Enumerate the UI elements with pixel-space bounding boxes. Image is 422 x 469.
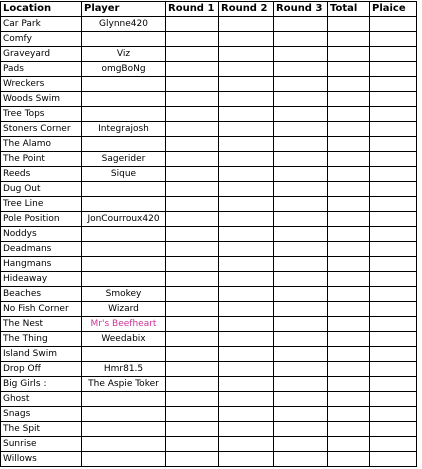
table-row — [1, 122, 417, 137]
player-cell — [82, 437, 166, 452]
header-player: Player — [82, 2, 166, 17]
round-2-cell — [219, 32, 274, 47]
round-2-cell — [219, 47, 274, 62]
round-2-cell — [219, 167, 274, 182]
round-1-cell — [166, 77, 219, 92]
table-row — [1, 407, 417, 422]
table-row — [1, 287, 417, 302]
round-3-cell — [274, 287, 328, 302]
round-3-cell — [274, 422, 328, 437]
plaice-cell — [370, 92, 417, 107]
total-cell — [328, 92, 370, 107]
round-1-cell — [166, 197, 219, 212]
total-cell — [328, 437, 370, 452]
player-cell: omgBoNg — [82, 62, 166, 77]
total-cell — [328, 302, 370, 317]
total-cell — [328, 422, 370, 437]
plaice-cell — [370, 227, 417, 242]
location-cell: Reeds — [1, 167, 82, 182]
plaice-cell — [370, 452, 417, 467]
plaice-cell — [370, 17, 417, 32]
total-cell — [328, 257, 370, 272]
plaice-cell — [370, 167, 417, 182]
table-row — [1, 347, 417, 362]
round-1-cell — [166, 62, 219, 77]
round-2-cell — [219, 212, 274, 227]
round-2-cell — [219, 407, 274, 422]
player-cell: JonCourroux420 — [82, 212, 166, 227]
location-cell: Ghost — [1, 392, 82, 407]
round-2-cell — [219, 122, 274, 137]
location-cell: Wreckers — [1, 77, 82, 92]
round-2-cell — [219, 332, 274, 347]
player-cell — [82, 77, 166, 92]
round-1-cell — [166, 137, 219, 152]
round-2-cell — [219, 242, 274, 257]
plaice-cell — [370, 182, 417, 197]
header-round-2: Round 2 — [219, 2, 274, 17]
plaice-cell — [370, 272, 417, 287]
location-cell: Hideaway — [1, 272, 82, 287]
plaice-cell — [370, 107, 417, 122]
total-cell — [328, 152, 370, 167]
location-cell: Beaches — [1, 287, 82, 302]
round-1-cell — [166, 212, 219, 227]
table-row — [1, 452, 417, 467]
player-cell — [82, 137, 166, 152]
total-cell — [328, 332, 370, 347]
round-3-cell — [274, 317, 328, 332]
round-1-cell — [166, 287, 219, 302]
table-row — [1, 152, 417, 167]
total-cell — [328, 272, 370, 287]
table-row — [1, 332, 417, 347]
round-2-cell — [219, 137, 274, 152]
location-cell: Dug Out — [1, 182, 82, 197]
player-cell — [82, 182, 166, 197]
round-1-cell — [166, 152, 219, 167]
round-3-cell — [274, 17, 328, 32]
location-cell: Island Swim — [1, 347, 82, 362]
plaice-cell — [370, 317, 417, 332]
round-3-cell — [274, 197, 328, 212]
player-cell — [82, 407, 166, 422]
location-cell: Pads — [1, 62, 82, 77]
header-total: Total — [328, 2, 370, 17]
plaice-cell — [370, 62, 417, 77]
location-cell: Hangmans — [1, 257, 82, 272]
round-2-cell — [219, 347, 274, 362]
round-1-cell — [166, 257, 219, 272]
table-row — [1, 77, 417, 92]
player-cell — [82, 197, 166, 212]
table-row — [1, 92, 417, 107]
round-3-cell — [274, 302, 328, 317]
player-cell: Hmr81.5 — [82, 362, 166, 377]
table-row — [1, 47, 417, 62]
player-cell: Integrajosh — [82, 122, 166, 137]
plaice-cell — [370, 197, 417, 212]
player-cell — [82, 242, 166, 257]
round-3-cell — [274, 77, 328, 92]
round-3-cell — [274, 257, 328, 272]
plaice-cell — [370, 122, 417, 137]
table-row — [1, 212, 417, 227]
player-cell — [82, 107, 166, 122]
round-3-cell — [274, 47, 328, 62]
plaice-cell — [370, 242, 417, 257]
plaice-cell — [370, 407, 417, 422]
round-3-cell — [274, 437, 328, 452]
location-cell: Tree Line — [1, 197, 82, 212]
total-cell — [328, 122, 370, 137]
location-cell: Pole Position — [1, 212, 82, 227]
plaice-cell — [370, 137, 417, 152]
round-3-cell — [274, 392, 328, 407]
total-cell — [328, 287, 370, 302]
header-row — [1, 2, 417, 17]
round-1-cell — [166, 242, 219, 257]
plaice-cell — [370, 77, 417, 92]
round-1-cell — [166, 437, 219, 452]
table-row — [1, 32, 417, 47]
total-cell — [328, 107, 370, 122]
round-1-cell — [166, 377, 219, 392]
total-cell — [328, 242, 370, 257]
round-2-cell — [219, 152, 274, 167]
location-cell: Deadmans — [1, 242, 82, 257]
round-3-cell — [274, 347, 328, 362]
total-cell — [328, 62, 370, 77]
round-1-cell — [166, 392, 219, 407]
plaice-cell — [370, 332, 417, 347]
total-cell — [328, 77, 370, 92]
round-3-cell — [274, 182, 328, 197]
plaice-cell — [370, 302, 417, 317]
round-1-cell — [166, 17, 219, 32]
round-1-cell — [166, 167, 219, 182]
round-2-cell — [219, 422, 274, 437]
round-1-cell — [166, 302, 219, 317]
round-3-cell — [274, 107, 328, 122]
player-cell: Sagerider — [82, 152, 166, 167]
round-2-cell — [219, 92, 274, 107]
round-1-cell — [166, 452, 219, 467]
table-row — [1, 317, 417, 332]
player-cell: Wizard — [82, 302, 166, 317]
total-cell — [328, 362, 370, 377]
round-3-cell — [274, 122, 328, 137]
table-row — [1, 227, 417, 242]
plaice-cell — [370, 362, 417, 377]
round-3-cell — [274, 332, 328, 347]
round-3-cell — [274, 227, 328, 242]
round-2-cell — [219, 182, 274, 197]
player-cell — [82, 347, 166, 362]
total-cell — [328, 32, 370, 47]
table-row — [1, 167, 417, 182]
header-round-1: Round 1 — [166, 2, 219, 17]
round-3-cell — [274, 32, 328, 47]
plaice-cell — [370, 212, 417, 227]
location-cell: The Alamo — [1, 137, 82, 152]
round-3-cell — [274, 362, 328, 377]
round-3-cell — [274, 92, 328, 107]
player-cell — [82, 272, 166, 287]
player-cell: Viz — [82, 47, 166, 62]
total-cell — [328, 17, 370, 32]
round-2-cell — [219, 317, 274, 332]
round-2-cell — [219, 452, 274, 467]
location-cell: Comfy — [1, 32, 82, 47]
location-cell: The Thing — [1, 332, 82, 347]
table-row — [1, 302, 417, 317]
round-1-cell — [166, 347, 219, 362]
header-location: Location — [1, 2, 82, 17]
plaice-cell — [370, 347, 417, 362]
location-cell: Noddys — [1, 227, 82, 242]
round-1-cell — [166, 107, 219, 122]
round-1-cell — [166, 122, 219, 137]
total-cell — [328, 227, 370, 242]
round-1-cell — [166, 182, 219, 197]
round-2-cell — [219, 287, 274, 302]
total-cell — [328, 317, 370, 332]
round-3-cell — [274, 137, 328, 152]
plaice-cell — [370, 32, 417, 47]
header-plaice: Plaice — [370, 2, 417, 17]
player-cell: Weedabix — [82, 332, 166, 347]
plaice-cell — [370, 422, 417, 437]
round-1-cell — [166, 272, 219, 287]
round-2-cell — [219, 272, 274, 287]
round-1-cell — [166, 92, 219, 107]
player-cell: Smokey — [82, 287, 166, 302]
round-2-cell — [219, 197, 274, 212]
total-cell — [328, 167, 370, 182]
total-cell — [328, 212, 370, 227]
total-cell — [328, 452, 370, 467]
table-row — [1, 107, 417, 122]
table-row — [1, 437, 417, 452]
total-cell — [328, 47, 370, 62]
player-cell — [82, 422, 166, 437]
table-row — [1, 422, 417, 437]
plaice-cell — [370, 152, 417, 167]
plaice-cell — [370, 287, 417, 302]
round-1-cell — [166, 407, 219, 422]
total-cell — [328, 182, 370, 197]
player-cell: The Aspie Toker — [82, 377, 166, 392]
location-cell: Drop Off — [1, 362, 82, 377]
header-round-3: Round 3 — [274, 2, 328, 17]
table-row — [1, 62, 417, 77]
round-2-cell — [219, 107, 274, 122]
round-1-cell — [166, 332, 219, 347]
total-cell — [328, 407, 370, 422]
table-row — [1, 137, 417, 152]
location-cell: Snags — [1, 407, 82, 422]
player-cell — [82, 257, 166, 272]
location-cell: Willows — [1, 452, 82, 467]
round-2-cell — [219, 257, 274, 272]
location-cell: Stoners Corner — [1, 122, 82, 137]
location-cell: Big Girls : — [1, 377, 82, 392]
location-cell: Tree Tops — [1, 107, 82, 122]
location-cell: Woods Swim — [1, 92, 82, 107]
location-cell: Graveyard — [1, 47, 82, 62]
plaice-cell — [370, 257, 417, 272]
round-3-cell — [274, 407, 328, 422]
table-row — [1, 377, 417, 392]
total-cell — [328, 197, 370, 212]
table-row — [1, 197, 417, 212]
player-cell — [82, 452, 166, 467]
round-3-cell — [274, 152, 328, 167]
round-2-cell — [219, 392, 274, 407]
round-3-cell — [274, 212, 328, 227]
player-cell: Mr's Beefheart — [82, 317, 166, 332]
table-row — [1, 272, 417, 287]
round-1-cell — [166, 47, 219, 62]
round-2-cell — [219, 62, 274, 77]
total-cell — [328, 377, 370, 392]
location-cell: The Spit — [1, 422, 82, 437]
round-2-cell — [219, 302, 274, 317]
round-3-cell — [274, 167, 328, 182]
round-1-cell — [166, 422, 219, 437]
location-cell: The Nest — [1, 317, 82, 332]
round-3-cell — [274, 377, 328, 392]
plaice-cell — [370, 377, 417, 392]
player-cell — [82, 227, 166, 242]
total-cell — [328, 392, 370, 407]
round-2-cell — [219, 362, 274, 377]
location-cell: The Point — [1, 152, 82, 167]
player-cell: Glynne420 — [82, 17, 166, 32]
table-row — [1, 182, 417, 197]
round-2-cell — [219, 437, 274, 452]
location-cell: No Fish Corner — [1, 302, 82, 317]
player-cell: Sique — [82, 167, 166, 182]
round-2-cell — [219, 227, 274, 242]
round-3-cell — [274, 272, 328, 287]
round-3-cell — [274, 452, 328, 467]
round-3-cell — [274, 62, 328, 77]
round-2-cell — [219, 377, 274, 392]
swims-table — [0, 1, 417, 467]
plaice-cell — [370, 392, 417, 407]
round-1-cell — [166, 32, 219, 47]
table-row — [1, 392, 417, 407]
table-row — [1, 257, 417, 272]
player-cell — [82, 392, 166, 407]
table-row — [1, 242, 417, 257]
total-cell — [328, 347, 370, 362]
round-3-cell — [274, 242, 328, 257]
location-cell: Sunrise — [1, 437, 82, 452]
plaice-cell — [370, 437, 417, 452]
round-1-cell — [166, 317, 219, 332]
location-cell: Car Park — [1, 17, 82, 32]
table-row — [1, 17, 417, 32]
table-row — [1, 362, 417, 377]
round-2-cell — [219, 17, 274, 32]
round-1-cell — [166, 362, 219, 377]
plaice-cell — [370, 47, 417, 62]
round-1-cell — [166, 227, 219, 242]
table-body — [1, 17, 417, 467]
round-2-cell — [219, 77, 274, 92]
player-cell — [82, 92, 166, 107]
player-cell — [82, 32, 166, 47]
total-cell — [328, 137, 370, 152]
